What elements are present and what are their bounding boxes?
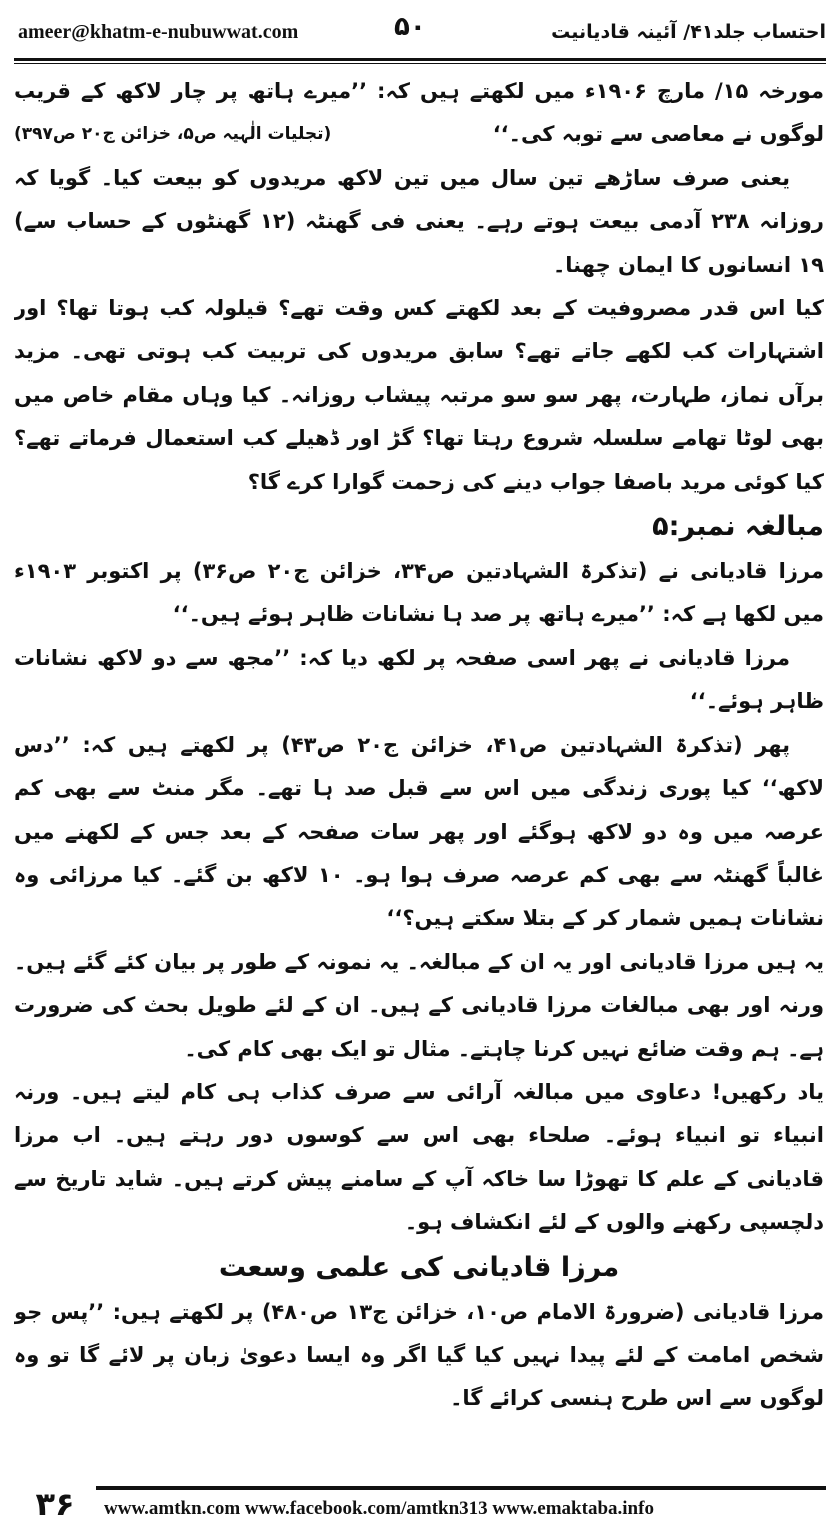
paragraph-3: کیا اس قدر مصروفیت کے بعد لکھتے کس وقت تھے؟ قیلولہ کب ہوتا تھا؟ اور اشتہارات کب لکھے جاتے تھے؟ سابق مریدوں کی تربیت کب ہوتی تھی۔ مزید برآں نماز، طہارت، پھر سو سو مرتبہ پیشاب روزانہ۔ کیا وہاں مقام خاص میں بھی لوٹا تھامے سلسلہ شروع رہتا تھا؟ گڑ اور ڈھیلے کب استعمال فرماتے تھے؟ کیا کوئی مرید باصفا جواب دینے کی زحمت گوارا کرے گا؟ [14, 296, 824, 494]
paragraph-8: یاد رکھیں! دعاوی میں مبالغہ آرائی سے صرف کذاب ہی کام لیتے ہیں۔ ورنہ انبیاء تو انبیاء ہوئے۔ صلحاء بھی اس سے کوسوں دور رہتے ہیں۔ اب مرزا قادیانی کے علم کا تھوڑا سا خاکہ آپ کے سامنے پیش کرتے ہیں۔ شاید تاریخ سے دلچسپی رکھنے والوں کے لئے انکشاف ہو۔ [14, 1079, 824, 1235]
citation: (تجلیات الٰہیہ ص۵، خزائن ج۲۰ ص۳۹۷) [14, 124, 332, 145]
header-email: ameer@khatm-e-nubuwwat.com [18, 20, 299, 43]
header-running-title: احتساب جلد۴۱/ آئینہ قادیانیت [551, 21, 826, 43]
page-footer [14, 1484, 826, 1532]
paragraph-7: یہ ہیں مرزا قادیانی اور یہ ان کے مبالغہ۔ یہ نمونہ کے طور پر بیان کئے گئے ہیں۔ ورنہ اور بھی مبالغات مرزا قادیانی کے ہیں۔ ان کے لئے طویل بحث کی ضرورت ہے۔ ہم وقت ضائع نہیں کرنا چاہتے۔ مثال تو ایک بھی کام کی۔ [14, 949, 824, 1061]
paragraph-1: مورخہ ۱۵/ مارچ ۱۹۰۶ء میں لکھتے ہیں کہ: ’’میرے ہاتھ پر چار لاکھ کے قریب لوگوں نے معاصی سے توبہ کی۔‘‘ (تجلیات الٰہیہ ص۵، خزائن ج۲۰ ص۳۹۷) [14, 70, 824, 157]
section-heading-ilmi-wusat: مرزا قادیانی کی علمی وسعت [218, 1251, 620, 1283]
paragraph-4: مرزا قادیانی نے (تذکرۃ الشہادتین ص۳۴، خزائن ج۲۰ ص۳۶) پر اکتوبر ۱۹۰۳ء میں لکھا ہے کہ: ’’میرے ہاتھ پر صد ہا نشانات ظاہر ہوئے ہیں۔‘‘ [14, 559, 824, 627]
page-body [14, 70, 824, 1452]
section-heading-mubalagha-5: مبالغہ نمبر:۵ [652, 511, 824, 543]
header-page-number: ۵۰ [394, 12, 426, 42]
paragraph-5: مرزا قادیانی نے پھر اسی صفحہ پر لکھ دیا کہ: ’’مجھ سے دو لاکھ نشانات ظاہر ہوئے۔‘‘ [14, 645, 824, 714]
paragraph-9: مرزا قادیانی (ضرورۃ الامام ص۱۰، خزائن ج۱۳ ص۴۸۰) پر لکھتے ہیں: ’’پس جو شخص امامت کے لئے پیدا نہیں کیا گیا اگر وہ ایسا دعویٰ زبان پر لائے گا تو وہ لوگوں سے اس طرح ہنسی کرائے گا۔ [14, 1299, 824, 1411]
paragraph-6: پھر (تذکرۃ الشہادتین ص۴۱، خزائن ج۲۰ ص۴۳) پر لکھتے ہیں کہ: ’’دس لاکھ‘‘ کیا پوری زندگی میں اس سے قبل صد ہا تھے۔ مگر منٹ سے بھی کم عرصہ میں وہ دو لاکھ ہوگئے اور پھر سات صفحہ کے بعد جس کے لکھنے میں غالباً گھنٹہ سے بھی کم عرصہ صرف ہوا ہو۔ ۱۰ لاکھ بن گئے۔ کیا مرزائی وہ نشانات ہمیں شمار کر کے بتلا سکتے ہیں؟‘‘ [14, 732, 824, 931]
footer-bar [96, 1484, 826, 1532]
paragraph-2: یعنی صرف ساڑھے تین سال میں تین لاکھ مریدوں کو بیعت کیا۔ گویا کہ روزانہ ۲۳۸ آدمی بیعت ہوتے رہے۔ یعنی فی گھنٹہ (۱۲ گھنٹوں کے حساب سے) ۱۹ انسانوں کا ایمان چھنا۔ [14, 165, 824, 277]
footer-links: www.amtkn.com www.facebook.com/amtkn313 www.emaktaba.info [104, 1498, 654, 1519]
page-header [18, 8, 826, 56]
footer-page-number: ۳۶ [35, 1485, 75, 1523]
header-rule [14, 58, 826, 64]
